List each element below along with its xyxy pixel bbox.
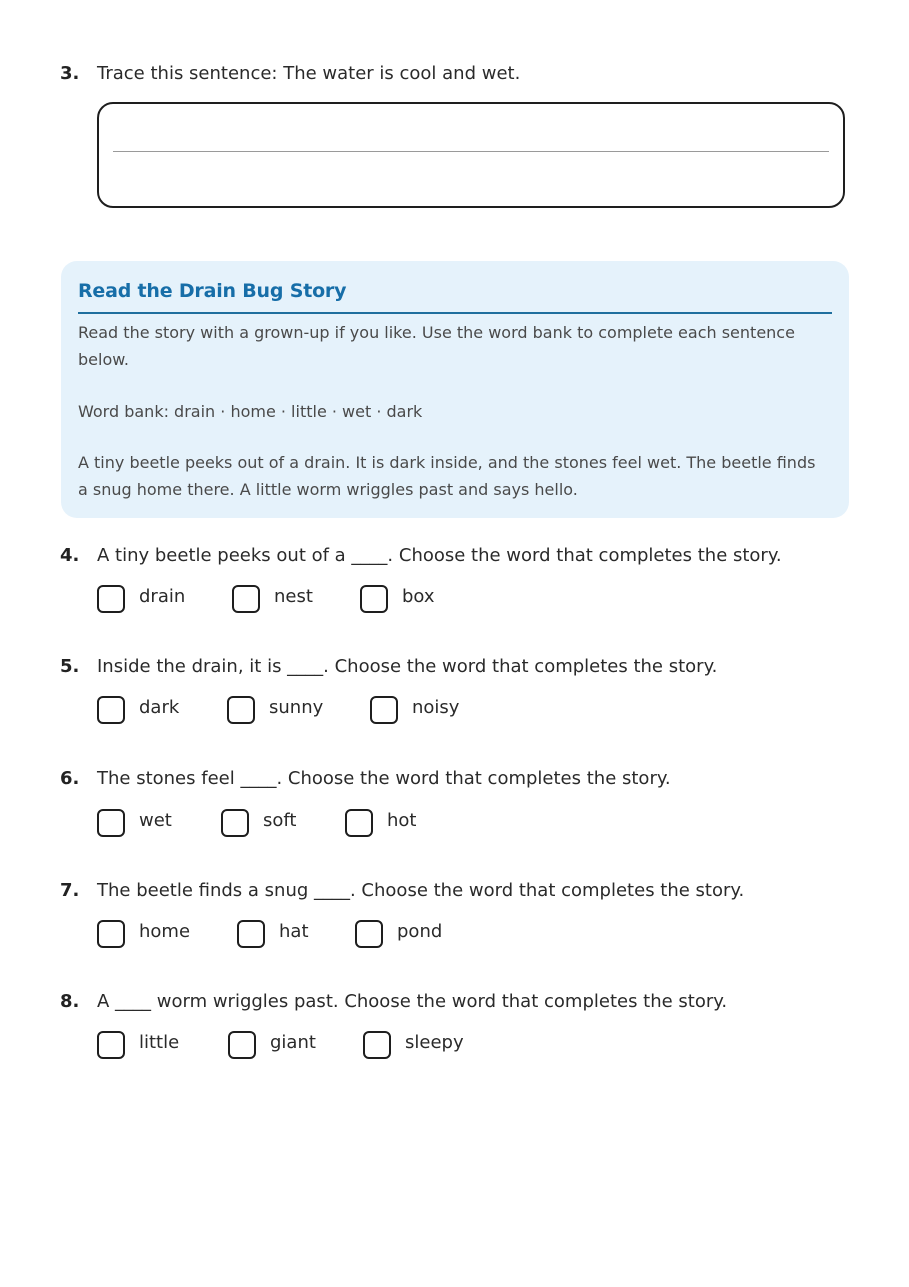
question-4-text: A tiny beetle peeks out of a ____. Choose the word that completes the story. <box>97 545 782 566</box>
option-checkbox[interactable] <box>237 920 265 948</box>
question-8-text: A ____ worm wriggles past. Choose the word that completes the story. <box>97 991 728 1012</box>
question-8-number: 8. <box>60 991 80 1012</box>
option-checkbox[interactable] <box>355 920 383 948</box>
question-3-number: 3. <box>60 63 80 84</box>
story-text: A tiny beetle peeks out of a drain. It is dark inside, and the stones feel wet. The beetle finds a snug home there. A little worm wriggles past and says hello. <box>78 453 816 499</box>
option-label: hot <box>387 810 417 831</box>
story-instructions: Read the story with a grown-up if you like. Use the word bank to complete each sentence below. <box>78 323 795 369</box>
question-6-text: The stones feel ____. Choose the word that completes the story. <box>97 768 671 789</box>
question-5-text: Inside the drain, it is ____. Choose the word that completes the story. <box>97 656 718 677</box>
option-checkbox[interactable] <box>97 585 125 613</box>
option-label: box <box>402 586 435 607</box>
option-label: nest <box>274 586 313 607</box>
question-7-text: The beetle finds a snug ____. Choose the word that completes the story. <box>97 880 745 901</box>
option-label: sleepy <box>405 1032 464 1053</box>
option-label: sunny <box>269 697 324 718</box>
question-3-text: Trace this sentence: The water is cool and wet. <box>97 63 521 84</box>
option-checkbox[interactable] <box>363 1031 391 1059</box>
trace-writing-box[interactable] <box>97 102 845 208</box>
option-checkbox[interactable] <box>221 809 249 837</box>
trace-guide-line <box>113 151 829 152</box>
option-checkbox[interactable] <box>370 696 398 724</box>
option-label: giant <box>270 1032 316 1053</box>
story-title: Read the Drain Bug Story <box>78 280 347 302</box>
option-checkbox[interactable] <box>97 1031 125 1059</box>
option-label: wet <box>139 810 172 831</box>
option-label: noisy <box>412 697 460 718</box>
option-checkbox[interactable] <box>345 809 373 837</box>
question-6-number: 6. <box>60 768 80 789</box>
option-label: pond <box>397 921 443 942</box>
option-label: drain <box>139 586 186 607</box>
option-checkbox[interactable] <box>232 585 260 613</box>
option-label: little <box>139 1032 180 1053</box>
option-checkbox[interactable] <box>228 1031 256 1059</box>
option-label: soft <box>263 810 297 831</box>
option-checkbox[interactable] <box>97 696 125 724</box>
option-checkbox[interactable] <box>97 809 125 837</box>
option-checkbox[interactable] <box>227 696 255 724</box>
question-7-number: 7. <box>60 880 80 901</box>
story-panel <box>61 261 849 518</box>
story-title-divider <box>78 312 832 314</box>
word-bank: Word bank: drain · home · little · wet · dark <box>78 402 423 421</box>
option-checkbox[interactable] <box>97 920 125 948</box>
option-label: dark <box>139 697 180 718</box>
question-4-number: 4. <box>60 545 80 566</box>
option-label: hat <box>279 921 309 942</box>
option-label: home <box>139 921 191 942</box>
question-5-number: 5. <box>60 656 80 677</box>
option-checkbox[interactable] <box>360 585 388 613</box>
